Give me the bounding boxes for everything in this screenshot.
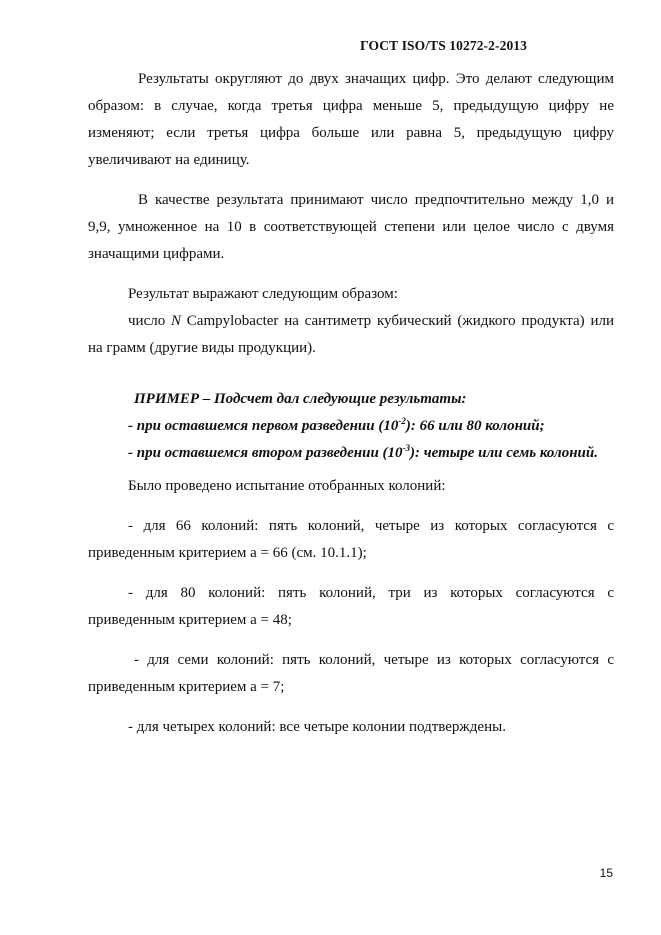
list-item-80-colonies: - для 80 колоний: пять колоний, три из которых согласуются с приведенным критерием a = 48;	[88, 585, 614, 628]
paragraph-result-expression: Результат выражают следующим образом:	[128, 286, 398, 302]
example-item-second-dilution	[88, 440, 614, 467]
variable-n: N	[171, 313, 182, 329]
example-item1-start: - при оставшемся первом разведении (10	[128, 418, 399, 434]
paragraph-rounding: Результаты округляют до двух значащих цифр. Это делают следующим образом: в случае, когда третья цифра меньше 5, предыдущую цифру не изменяют; если третья цифра больше или равна 5, предыдущую цифру увеличивают на единицу.	[88, 71, 614, 168]
example-item1-end: ): 66 или 80 колоний;	[405, 418, 545, 434]
standard-code-header: ГОСТ ISO/TS 10272-2-2013	[360, 38, 527, 53]
example-item2-start: - при оставшемся втором разведении (10	[128, 445, 403, 461]
page-number: 15	[599, 866, 613, 880]
unit-rest: Campylobacter на сантиметр кубический (жидкого продукта) или на грамм (другие виды продукции).	[88, 313, 614, 356]
document-body	[88, 66, 614, 741]
example-item2-exponent: -3	[402, 443, 411, 453]
list-item-7-colonies: - для семи колоний: пять колоний, четыре из которых согласуются с приведенным критерием a = 7;	[88, 652, 614, 695]
paragraph-colonies-tested: Было проведено испытание отобранных колоний:	[128, 478, 446, 494]
unit-lead: число	[128, 313, 171, 329]
list-item-66-colonies: - для 66 колоний: пять колоний, четыре из которых согласуются с приведенным критерием a = 66 (см. 10.1.1);	[88, 518, 614, 561]
example-item2-end: ): четыре или семь колоний.	[410, 445, 598, 461]
example-item1-exponent: -2	[398, 416, 406, 426]
example-item-first-dilution	[88, 413, 614, 440]
paragraph-result-range: В качестве результата принимают число предпочтительно между 1,0 и 9,9, умноженное на 10 в соответствующей степени или целое число с двумя значащими цифрами.	[88, 192, 614, 262]
example-title: ПРИМЕР – Подсчет дал следующие результаты:	[134, 391, 467, 407]
list-item-4-colonies: - для четырех колоний: все четыре колонии подтверждены.	[128, 719, 506, 735]
paragraph-campylobacter-unit	[88, 308, 614, 362]
